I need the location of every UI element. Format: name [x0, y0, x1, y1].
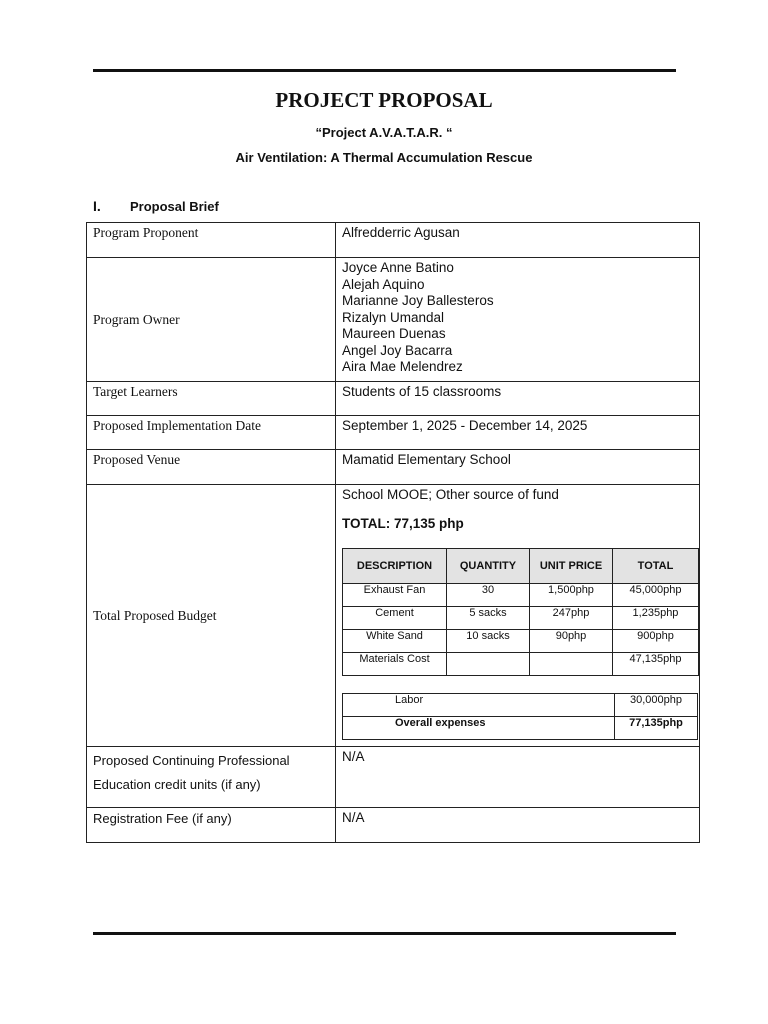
row-fee	[87, 808, 700, 843]
cpe-value: N/A	[336, 747, 700, 808]
labor-value: 30,000php	[615, 694, 698, 717]
cell-description: Exhaust Fan	[343, 584, 447, 607]
cpe-label-line2: Education credit units (if any)	[93, 777, 261, 792]
cell-total: 47,135php	[613, 653, 699, 676]
owner-item: Maureen Duenas	[342, 326, 446, 341]
header-quantity: QUANTITY	[447, 549, 530, 584]
labor-row	[343, 694, 698, 717]
overall-label: Overall expenses	[343, 717, 615, 740]
overall-value: 77,135php	[615, 717, 698, 740]
table-row	[343, 607, 699, 630]
budget-total: TOTAL: 77,135 php	[342, 516, 464, 531]
cell-total: 900php	[613, 630, 699, 653]
budget-source: School MOOE; Other source of fund	[342, 487, 559, 502]
row-budget	[87, 485, 700, 747]
section-title: Proposal Brief	[130, 199, 219, 214]
cell-quantity: 30	[447, 584, 530, 607]
header-unit-price: UNIT PRICE	[530, 549, 613, 584]
row-date	[87, 416, 700, 450]
learners-value: Students of 15 classrooms	[336, 382, 700, 416]
venue-label: Proposed Venue	[87, 450, 336, 485]
venue-value: Mamatid Elementary School	[336, 450, 700, 485]
fee-label: Registration Fee (if any)	[87, 808, 336, 843]
owner-item: Aira Mae Melendrez	[342, 359, 463, 374]
section-heading	[93, 198, 219, 214]
cell-unit-price: 1,500php	[530, 584, 613, 607]
owner-item: Marianne Joy Ballesteros	[342, 293, 494, 308]
row-proponent	[87, 223, 700, 258]
page-title: PROJECT PROPOSAL	[275, 88, 493, 112]
cell-description: Cement	[343, 607, 447, 630]
cell-description: White Sand	[343, 630, 447, 653]
proponent-value: Alfredderric Agusan	[336, 223, 700, 258]
date-value: September 1, 2025 - December 14, 2025	[336, 416, 700, 450]
header-total: TOTAL	[613, 549, 699, 584]
cell-unit-price	[530, 653, 613, 676]
cost-summary-table	[342, 693, 698, 740]
proponent-label: Program Proponent	[87, 223, 336, 258]
owner-label: Program Owner	[87, 258, 336, 382]
fee-value: N/A	[336, 808, 700, 843]
budget-items-table	[342, 548, 699, 676]
cell-total: 45,000php	[613, 584, 699, 607]
budget-header-row	[343, 549, 699, 584]
cell-unit-price: 90php	[530, 630, 613, 653]
project-subtitle: Air Ventilation: A Thermal Accumulation Rescue	[235, 150, 533, 165]
row-learners	[87, 382, 700, 416]
learners-label: Target Learners	[87, 382, 336, 416]
budget-cell	[336, 485, 700, 747]
owner-item: Joyce Anne Batino	[342, 260, 454, 275]
row-venue	[87, 450, 700, 485]
cell-quantity: 10 sacks	[447, 630, 530, 653]
cell-quantity: 5 sacks	[447, 607, 530, 630]
owner-item: Alejah Aquino	[342, 276, 425, 292]
date-label: Proposed Implementation Date	[87, 416, 336, 450]
row-owner	[87, 258, 700, 382]
proposal-brief-table	[86, 222, 700, 843]
bottom-rule	[93, 932, 676, 935]
cell-quantity	[447, 653, 530, 676]
cell-description: Materials Cost	[343, 653, 447, 676]
cpe-label	[87, 747, 336, 808]
owner-item: Angel Joy Bacarra	[342, 342, 453, 358]
overall-row	[343, 717, 698, 740]
row-cpe	[87, 747, 700, 808]
table-row	[343, 653, 699, 676]
cell-total: 1,235php	[613, 607, 699, 630]
table-row	[343, 630, 699, 653]
budget-label: Total Proposed Budget	[87, 485, 336, 747]
section-number: I.	[93, 198, 101, 214]
cpe-label-line1: Proposed Continuing Professional	[93, 753, 290, 768]
table-row	[343, 584, 699, 607]
owner-list	[336, 258, 700, 382]
header-description: DESCRIPTION	[343, 549, 447, 584]
owner-item: Rizalyn Umandal	[342, 309, 445, 325]
labor-label: Labor	[343, 694, 615, 717]
top-rule	[93, 69, 676, 72]
project-name: “Project A.V.A.T.A.R. “	[315, 125, 453, 140]
cell-unit-price: 247php	[530, 607, 613, 630]
